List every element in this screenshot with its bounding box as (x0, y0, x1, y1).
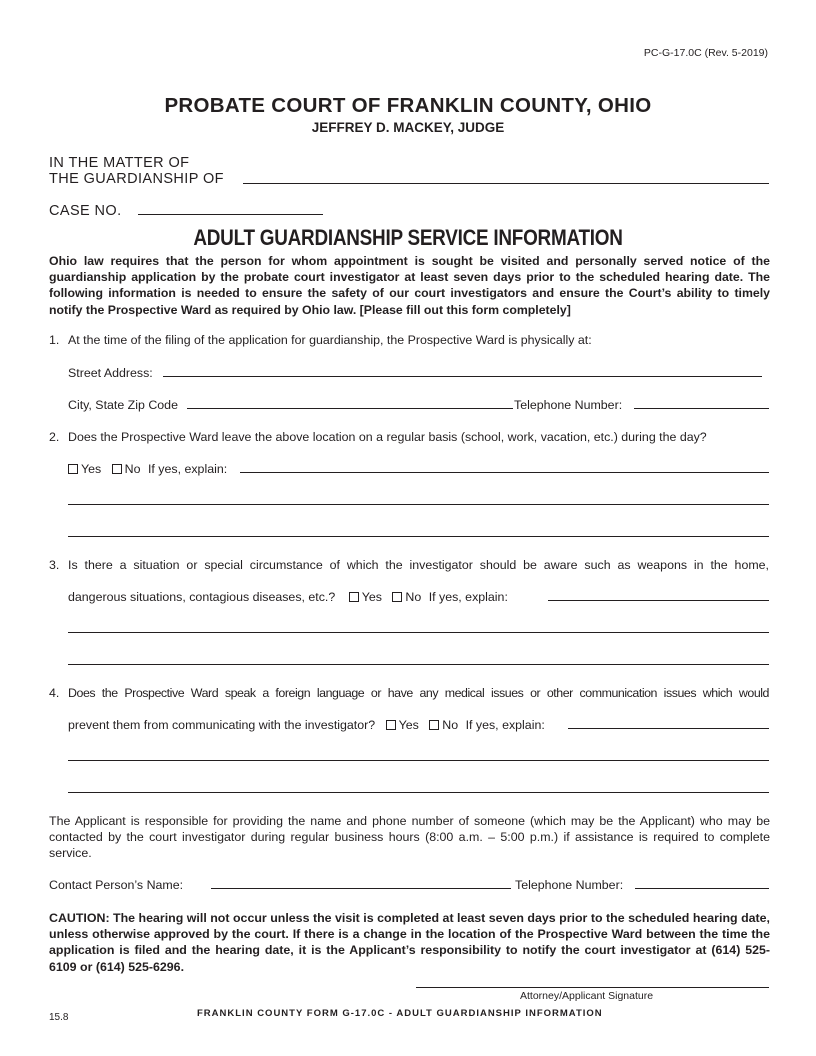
city-state-zip-label: City, State Zip Code (68, 398, 178, 412)
q3-no-checkbox[interactable] (392, 592, 402, 602)
contact-telephone-label: Telephone Number: (515, 878, 624, 892)
q1-text: At the time of the filing of the application for guardianship, the Prospective Ward is physically at: (68, 333, 592, 347)
contact-telephone-field[interactable] (635, 888, 769, 889)
q2-explain-label: If yes, explain: (147, 462, 228, 476)
q4-number: 4. (49, 686, 60, 700)
q3-text-line-2: dangerous situations, contagious diseases, etc.? (68, 590, 336, 604)
q4-options (68, 718, 545, 732)
street-address-label: Street Address: (68, 366, 153, 380)
q4-explain-field-1[interactable] (568, 728, 769, 729)
contact-name-label: Contact Person’s Name: (49, 878, 184, 892)
q2-number: 2. (49, 430, 60, 444)
q4-text-line-1: Does the Prospective Ward speak a foreign language or have any medical issues or other communication issues which would (68, 686, 769, 700)
q2-yes-label: Yes (81, 462, 102, 476)
court-name: PROBATE COURT OF FRANKLIN COUNTY, OHIO (164, 94, 652, 117)
matter-line-2: THE GUARDIANSHIP OF (49, 171, 224, 187)
city-state-zip-field[interactable] (187, 408, 513, 409)
q1-telephone-field[interactable] (634, 408, 769, 409)
q3-no-label: No (405, 590, 422, 604)
q4-text-line-2: prevent them from communicating with the investigator? (68, 718, 376, 732)
q4-yes-checkbox[interactable] (386, 720, 396, 730)
q3-text-line-1: Is there a situation or special circumstance of which the investigator should be aware such as weapons in the home, (68, 558, 769, 572)
matter-label (49, 155, 224, 187)
intro-paragraph: Ohio law requires that the person for whom appointment is sought be visited and personally served notice of the guardianship application by the probate court investigator at least seven days prior to the scheduled hearing date. The following information is needed to ensure the safety of our court investigators and ensure the Court’s ability to timely notify the Prospective Ward as required by Ohio law. [Please fill out this form completely] (49, 254, 770, 317)
case-no-label: CASE NO. (49, 203, 122, 219)
q4-yes-label: Yes (398, 718, 419, 732)
applicant-note: The Applicant is responsible for providing the name and phone number of someone (which may be the Applicant) who may be contacted by the court investigator during regular business hours (8:00 a.m. – 5:00 p.m.) if assistance is required to complete service. (49, 814, 770, 861)
q2-explain-field-2[interactable] (68, 504, 769, 505)
q3-explain-field-3[interactable] (68, 664, 769, 665)
form-title: ADULT GUARDIANSHIP SERVICE INFORMATION (193, 225, 623, 250)
page-code: 15.8 (49, 1012, 69, 1023)
q2-text: Does the Prospective Ward leave the above location on a regular basis (school, work, vacation, etc.) during the day? (68, 430, 707, 444)
q2-options (68, 462, 227, 476)
case-no-field[interactable] (138, 214, 323, 215)
q2-no-checkbox[interactable] (112, 464, 122, 474)
q2-explain-field-3[interactable] (68, 536, 769, 537)
q3-yes-checkbox[interactable] (349, 592, 359, 602)
q4-no-checkbox[interactable] (429, 720, 439, 730)
judge-name: JEFFREY D. MACKEY, JUDGE (311, 120, 505, 135)
q3-options (68, 590, 508, 604)
contact-name-field[interactable] (211, 888, 511, 889)
q4-explain-field-3[interactable] (68, 792, 769, 793)
q1-number: 1. (49, 333, 60, 347)
q4-explain-field-2[interactable] (68, 760, 769, 761)
q1-telephone-label: Telephone Number: (514, 398, 623, 412)
q3-explain-label: If yes, explain: (428, 590, 508, 604)
guardianship-of-field[interactable] (243, 183, 769, 184)
form-code: PC-G-17.0C (Rev. 5-2019) (643, 47, 768, 59)
q3-yes-label: Yes (361, 590, 382, 604)
q3-explain-field-2[interactable] (68, 632, 769, 633)
q2-no-label: No (124, 462, 141, 476)
q4-explain-label: If yes, explain: (465, 718, 545, 732)
q4-no-label: No (442, 718, 459, 732)
caution-paragraph: CAUTION: The hearing will not occur unless the visit is completed at least seven days prior to the scheduled hearing date, unless otherwise approved by the court. If there is a change in the location of the Prospective Ward between the time the application is filed and the hearing date, it is the Applicant’s responsibility to notify the court investigator at (614) 525-6109 or (614) 525-6296. (49, 911, 770, 974)
footer-form-name: FRANKLIN COUNTY FORM G-17.0C - ADULT GUARDIANSHIP INFORMATION (197, 1008, 603, 1019)
signature-label: Attorney/Applicant Signature (520, 990, 654, 1002)
matter-line-1: IN THE MATTER OF (49, 155, 190, 171)
q3-number: 3. (49, 558, 60, 572)
signature-field[interactable] (416, 987, 769, 988)
q2-yes-checkbox[interactable] (68, 464, 78, 474)
street-address-field[interactable] (163, 376, 762, 377)
q3-explain-field-1[interactable] (548, 600, 769, 601)
q2-explain-field-1[interactable] (240, 472, 769, 473)
